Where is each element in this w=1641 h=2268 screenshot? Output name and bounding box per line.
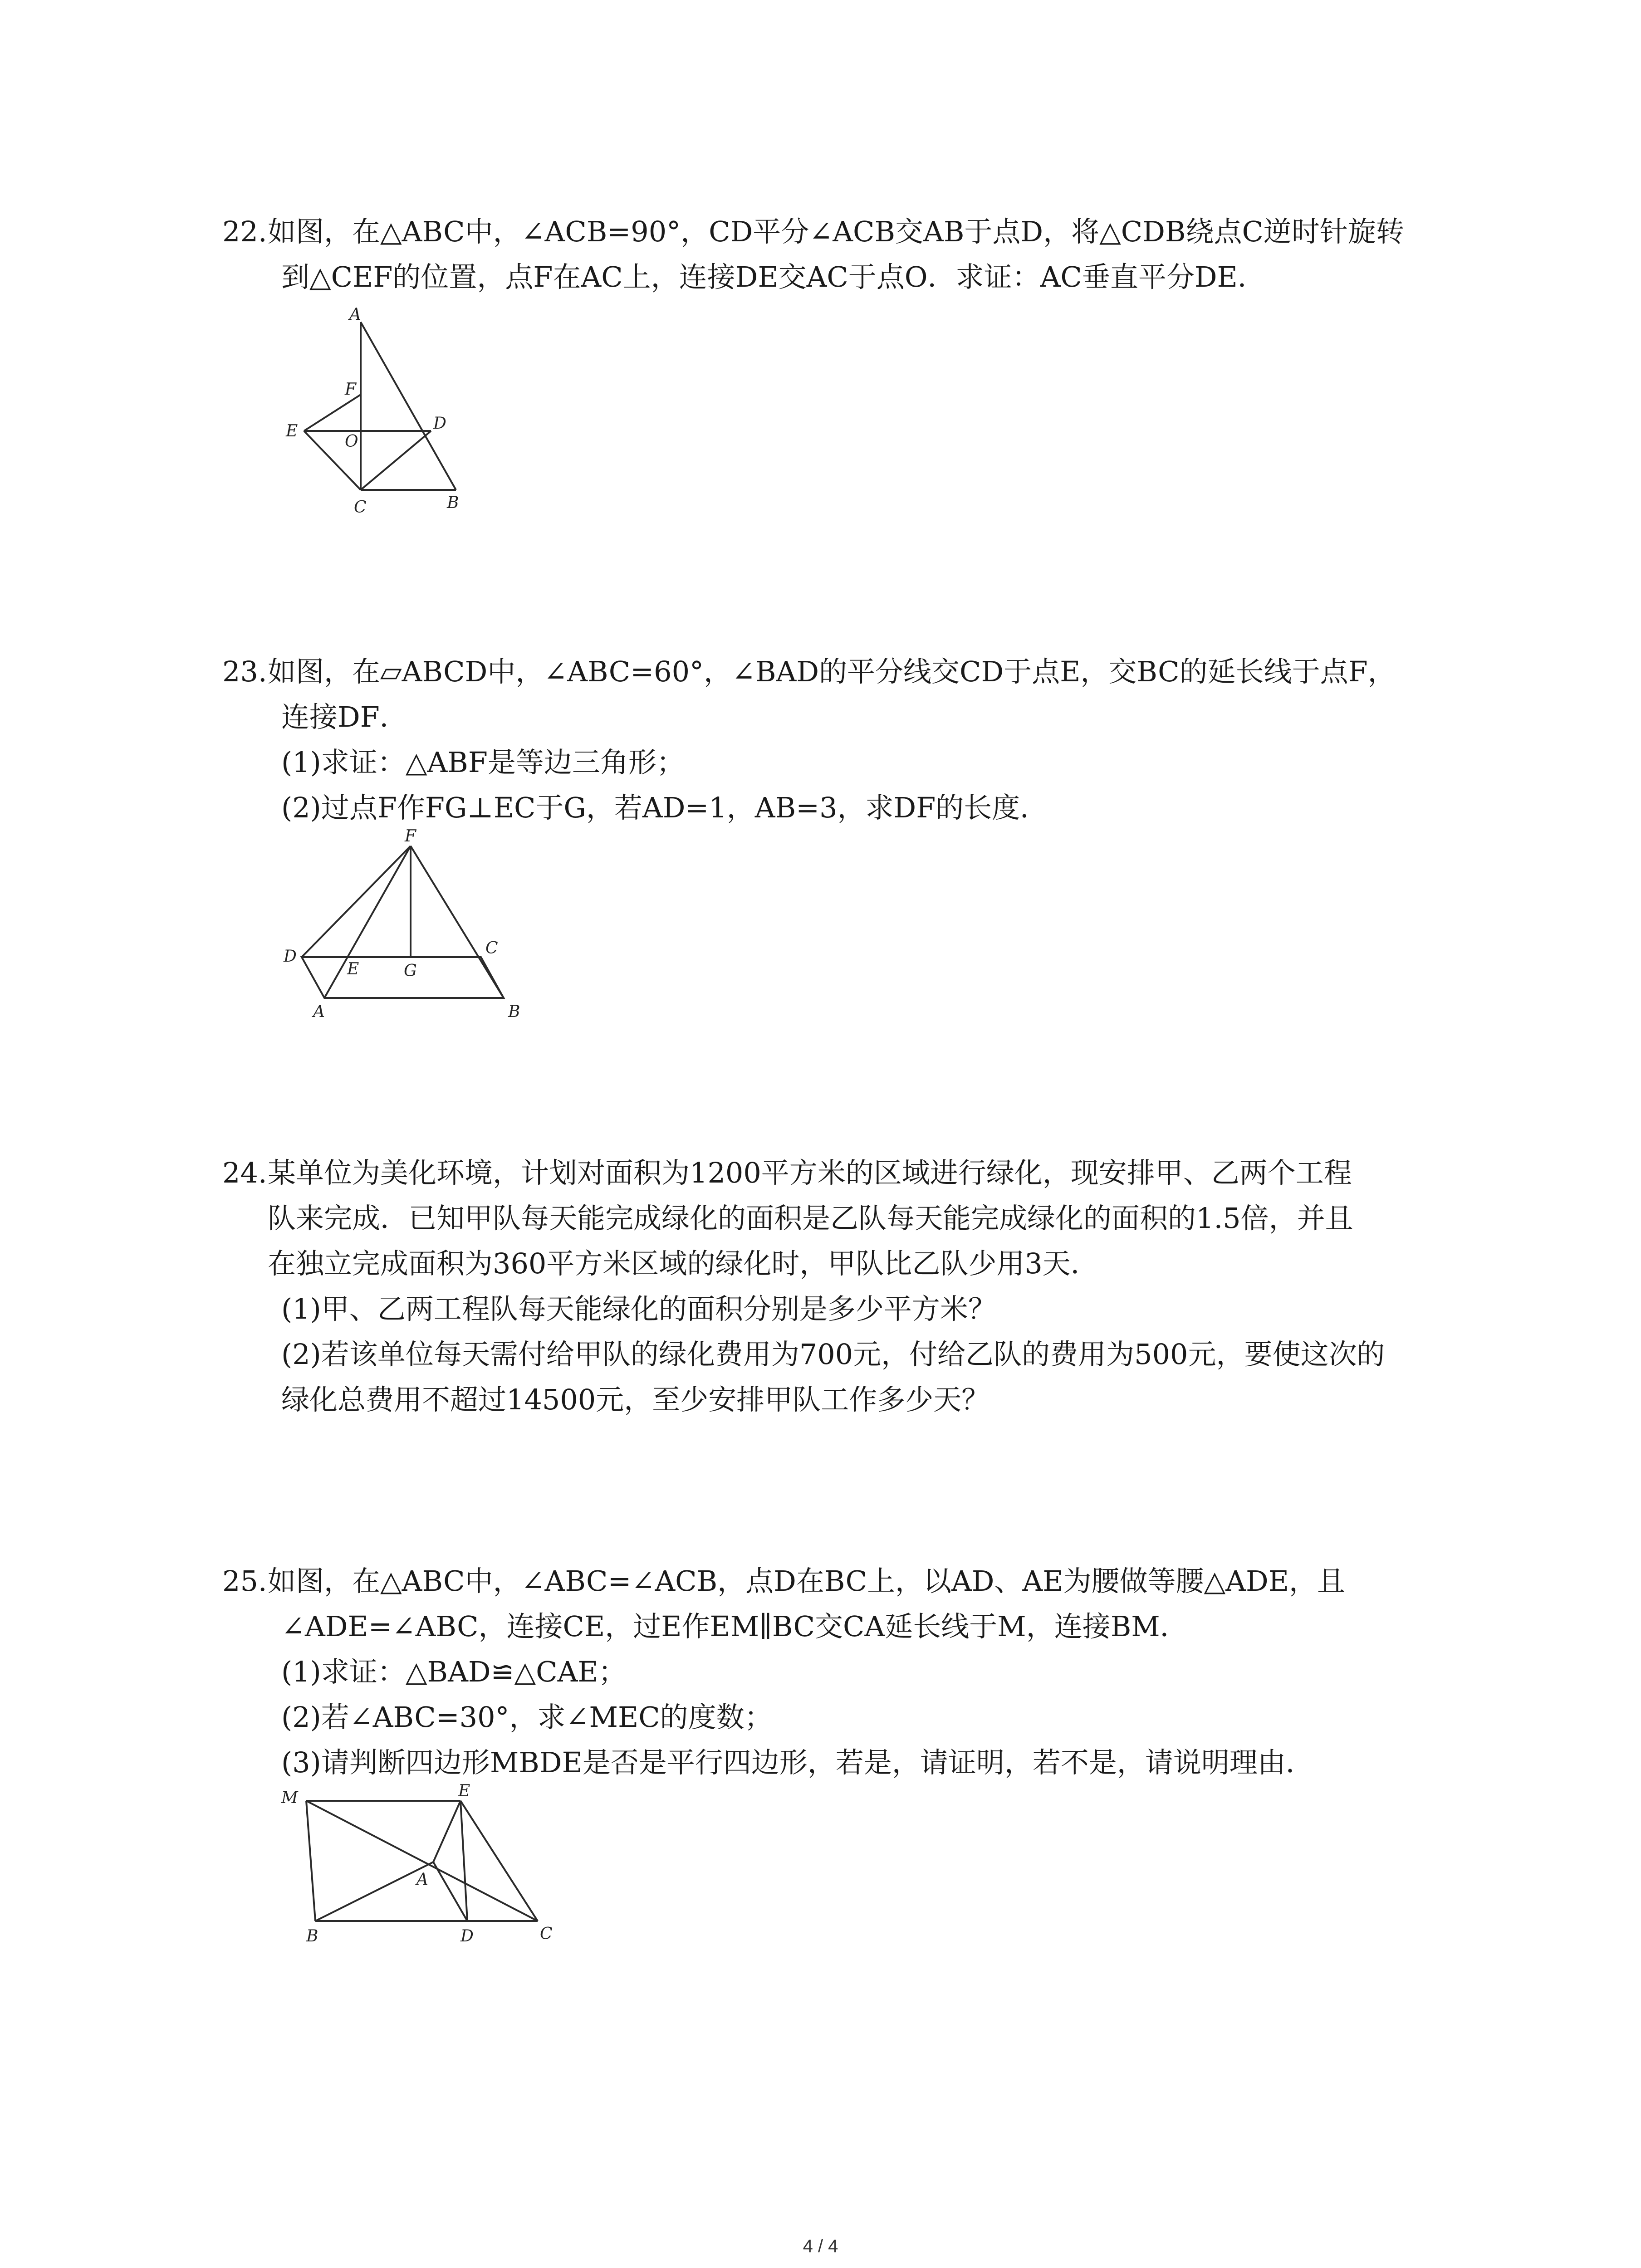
label-A: A [349,305,361,324]
problem-text-line: 连接DF． [281,700,408,733]
label-E: E [458,1782,470,1800]
label-C: C [540,1925,553,1943]
problem-number: 25. [222,1564,267,1598]
label-B: B [306,1927,318,1945]
segment-AE [433,1801,460,1862]
problem-number: 23. [222,655,267,688]
segment-MB [306,1801,315,1921]
segment-AD [433,1862,467,1921]
label-A: A [416,1870,428,1889]
segment-MC [306,1801,538,1921]
problem-text-line: 在独立完成面积为360平方米区域的绿化时，甲队比乙队少用3天． [268,1247,1099,1280]
problem-text-line: (1)求证：△BAD≌△CAE； [281,1655,627,1688]
problem-text-line: (1)求证：△ABF是等边三角形； [281,746,685,779]
problem-text-line: 某单位为美化环境，计划对面积为1200平方米的区域进行绿化，现安排甲、乙两个工程 [268,1156,1352,1189]
problem-text-line: (1)甲、乙两工程队每天能绿化的面积分别是多少平方米？ [281,1292,996,1325]
figure-23 [272,827,554,1022]
parallelogram-ABCD [302,957,504,998]
figure-22-svg [272,305,508,526]
problem-text-line: 队来完成．已知甲队每天能完成绿化的面积是乙队每天能完成绿化的面积的1.5倍，并且 [268,1202,1353,1235]
problem-text-line: (3)请判断四边形MBDE是否是平行四边形，若是，请证明，若不是，请说明理由． [281,1746,1314,1779]
problem-text-line: 如图，在△ABC中，∠ABC=∠ACB，点D在BC上，以AD、AE为腰做等腰△ADE，且 [268,1564,1345,1598]
label-C: C [485,939,498,958]
problem-number: 22. [222,215,267,248]
label-G: G [404,962,417,980]
segment-EC [460,1801,538,1921]
label-F: F [345,380,356,399]
problem-text-line: (2)若该单位每天需付给甲队的绿化费用为700元，付给乙队的费用为500元，要使这次的 [281,1338,1385,1371]
figure-23-svg [272,827,554,1021]
problem-text-line: (2)过点F作FG⊥EC于G，若AD=1，AB=3，求DF的长度． [281,791,1048,824]
label-D: D [460,1927,474,1945]
problem-text-line: (2)若∠ABC=30°，求∠MEC的度数； [281,1701,773,1734]
problem-text-line: ∠ADE=∠ABC，连接CE，过E作EM∥BC交CA延长线于M，连接BM． [281,1610,1188,1643]
figure-25 [272,1783,590,1957]
label-F: F [405,827,416,846]
segment-ED [460,1801,467,1921]
label-O: O [345,432,358,451]
figure-25-svg [272,1783,590,1955]
problem-text-line: 绿化总费用不超过14500元，至少安排甲队工作多少天？ [281,1383,990,1416]
figure-22 [272,305,508,528]
segment-AB [361,322,456,490]
segment-BA [315,1862,433,1921]
problem-text-line: 到△CEF的位置，点F在AC上，连接DE交AC于点O．求证：AC垂直平分DE． [281,260,1266,293]
problem-number: 24. [222,1156,267,1189]
label-D: D [284,947,297,966]
label-E: E [347,960,359,978]
label-A: A [313,1002,325,1021]
label-M: M [281,1789,298,1807]
label-C: C [354,498,367,517]
label-B: B [508,1002,520,1021]
segment-BF [411,846,504,998]
label-B: B [447,494,459,512]
label-E: E [286,422,298,440]
segment-CD [361,431,431,490]
label-D: D [433,414,446,433]
problem-text-line: 如图，在▱ABCD中，∠ABC=60°，∠BAD的平分线交CD于点E，交BC的延长线于点F， [268,655,1396,688]
problem-text-line: 如图，在△ABC中，∠ACB=90°，CD平分∠ACB交AB于点D，将△CDB绕点C逆时针旋转 [268,215,1404,248]
page-number: 4 / 4 [803,2236,838,2256]
segment-EF [304,395,361,431]
